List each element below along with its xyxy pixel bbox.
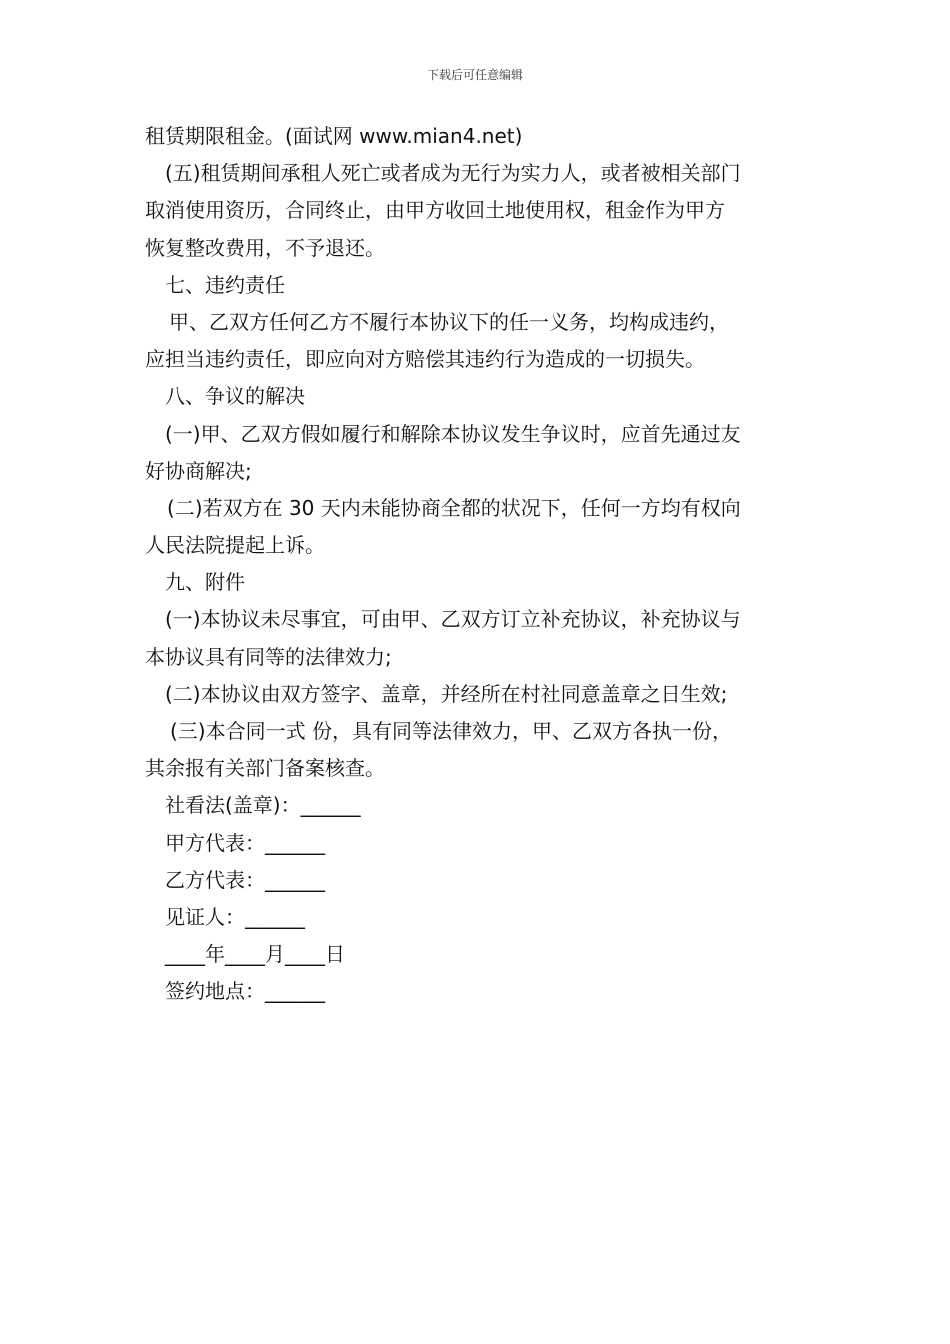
paragraph-line: (一)甲、乙双方假如履行和解除本协议发生争议时，应首先通过友 xyxy=(165,421,741,446)
section-heading: 九、附件 xyxy=(165,570,245,595)
document-body xyxy=(145,118,810,1011)
paragraph-line: 甲、乙双方任何乙方不履行本协议下的任一义务，均构成违约， xyxy=(169,309,729,334)
paragraph-line: (三)本合同一式 份，具有同等法律效力，甲、乙双方各执一份， xyxy=(170,719,732,743)
paragraph-line: 取消使用资历，合同终止，由甲方收回土地使用权，租金作为甲方 xyxy=(145,198,725,223)
paragraph-line: 人民法院提起上诉。 xyxy=(145,533,325,558)
paragraph-line: 恢复整改费用，不予退还。 xyxy=(145,235,385,260)
date-field: ____年____月____日 xyxy=(165,942,345,967)
signature-field-village: 社看法(盖章)：______ xyxy=(165,793,361,818)
section-heading: 八、争议的解决 xyxy=(165,384,305,409)
paragraph-line: (二)若双方在 30 天内未能协商全都的状况下，任何一方均有权向 xyxy=(167,495,741,520)
section-heading: 七、违约责任 xyxy=(165,272,285,297)
paragraph-line: 其余报有关部门备案核查。 xyxy=(145,756,385,781)
paragraph-line: (五)租赁期间承租人死亡或者成为无行为实力人，或者被相关部门 xyxy=(165,161,741,186)
paragraph-line: (一)本协议未尽事宜，可由甲、乙双方订立补充协议，补充协议与 xyxy=(165,607,741,632)
paragraph-line: 本协议具有同等的法律效力; xyxy=(145,644,392,669)
signature-field-witness: 见证人：______ xyxy=(165,904,305,929)
paragraph-line: (二)本协议由双方签字、盖章，并经所在村社同意盖章之日生效; xyxy=(165,681,728,706)
signature-field-party-b: 乙方代表：______ xyxy=(165,867,325,892)
signing-location-field: 签约地点：______ xyxy=(165,979,325,1004)
paragraph-line: 租赁期限租金。(面试网 www.mian4.net) xyxy=(145,124,523,148)
page-header: 下载后可任意编辑 xyxy=(426,68,523,82)
signature-field-party-a: 甲方代表：______ xyxy=(165,830,325,855)
paragraph-line: 好协商解决; xyxy=(145,458,252,483)
paragraph-line: 应担当违约责任，即应向对方赔偿其违约行为造成的一切损失。 xyxy=(145,347,705,372)
